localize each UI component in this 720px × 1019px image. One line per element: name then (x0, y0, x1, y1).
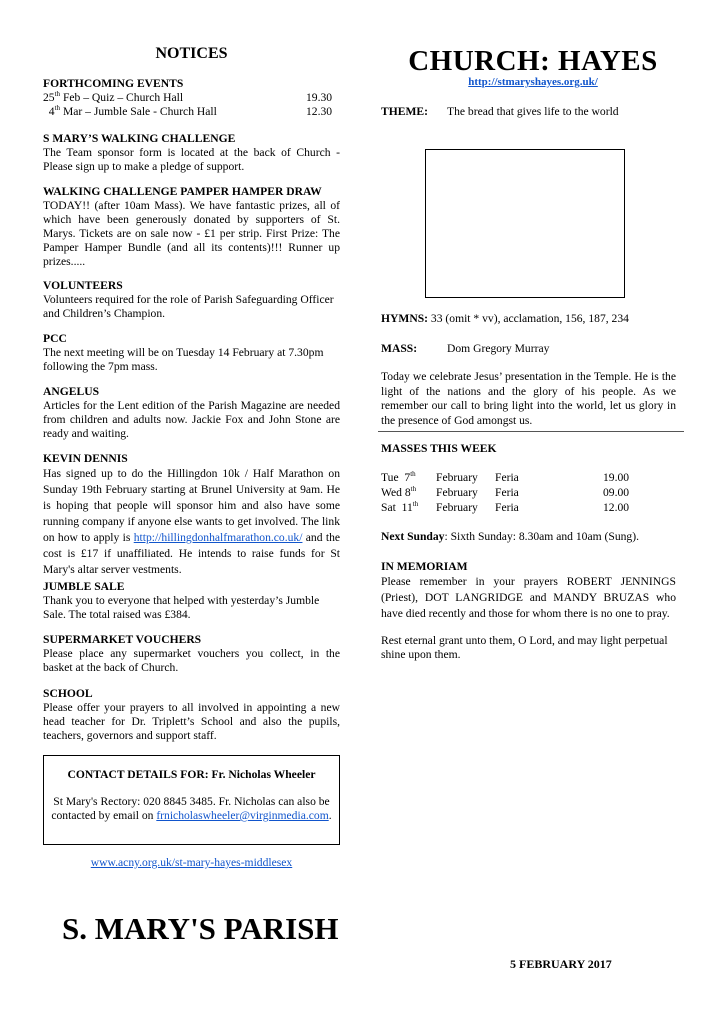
theme-text: The bread that gives life to the world (447, 105, 619, 118)
marathon-link[interactable]: http://hillingdonhalfmarathon.co.uk/ (133, 531, 303, 544)
theme-label: THEME: (381, 105, 429, 118)
walking-challenge-body: The Team sponsor form is located at the back of Church - Please sign up to make a pledge of support. (43, 146, 340, 173)
jumble-sale-body: Thank you to everyone that helped with yesterday’s Jumble Sale. The total raised was £384. (43, 594, 320, 621)
notices-title: NOTICES (155, 45, 228, 62)
angelus-heading: ANGELUS (43, 385, 100, 398)
rest-eternal-section (381, 634, 676, 662)
pamper-hamper-heading: WALKING CHALLENGE PAMPER HAMPER DRAW (43, 185, 322, 198)
parish-name: S. MARY'S PARISH (62, 911, 339, 946)
volunteers-section (43, 279, 340, 321)
mass-row: Sat 11th February Feria 12.00 (381, 500, 630, 514)
supermarket-vouchers-body: Please place any supermarket vouchers you collect, in the basket at the back of Church. (43, 647, 340, 674)
contact-body: St Mary's Rectory: 020 8845 3485. Fr. Nicholas can also be contacted by email on frnicholaswheeler@virginmedia.com. (51, 795, 332, 822)
acny-link-container (43, 856, 340, 870)
event-row: 25th Feb – Quiz – Church Hall 19.30 (43, 91, 340, 105)
mass-row: Tue 7th February Feria 19.00 (381, 470, 630, 484)
mass-line (381, 342, 676, 356)
kevin-dennis-body: Has signed up to do the Hillingdon 10k / Half Marathon on Sunday 19th February starting at Brunel University at 9am. He is hoping that people will sponsor him and also have some running company if anyone else wants to get involved. The link on how to apply is http://hillingdonhalfmarathon.co.uk/ and the cost is £17 if unaffiliated. He intends to raise funds for St Mary's altar server vestments. (43, 467, 341, 576)
event-time: 19.30 (306, 91, 333, 104)
mass-row: Wed 8th February Feria 09.00 (381, 485, 630, 499)
school-body: Please offer your prayers to all involved in appointing a new head teacher for Dr. Triplett’s School and also the pupils, teachers, governors and support staff. (43, 701, 340, 742)
email-link[interactable]: frnicholaswheeler@virginmedia.com (156, 809, 329, 822)
supermarket-vouchers-heading: SUPERMARKET VOUCHERS (43, 633, 202, 646)
jumble-sale-heading: JUMBLE SALE (43, 580, 125, 593)
contact-details-box (43, 755, 340, 845)
kevin-dennis-heading: KEVIN DENNIS (43, 452, 128, 465)
volunteers-body: Volunteers required for the role of Parish Safeguarding Officer and Children’s Champion. (43, 293, 334, 320)
pcc-section (43, 332, 340, 374)
reflection-text: Today we celebrate Jesus’ presentation in the Temple. He is the light of the nations and the glory of his people. As we remember our call to bring light into the world, let us glory in the presence of God amongst us. (381, 370, 676, 427)
contact-title: CONTACT DETAILS FOR: Fr. Nicholas Wheeler (67, 768, 316, 781)
website-link[interactable]: http://stmaryshayes.org.uk/ (468, 76, 598, 88)
school-heading: SCHOOL (43, 687, 93, 700)
website-link-container (383, 75, 683, 89)
mass-label: MASS: (381, 342, 418, 355)
forthcoming-events-heading: FORTHCOMING EVENTS (43, 77, 184, 90)
pcc-body: The next meeting will be on Tuesday 14 February at 7.30pm following the 7pm mass. (43, 346, 324, 373)
next-sunday-label: Next Sunday (381, 530, 445, 543)
rest-eternal-text: Rest eternal grant unto them, O Lord, and may light perpetual shine upon them. (381, 634, 668, 661)
theme-line (381, 105, 619, 119)
hymns-text: 33 (omit * vv), acclamation, 156, 187, 234 (428, 312, 629, 325)
supermarket-vouchers-section (43, 633, 340, 675)
pamper-hamper-section (43, 185, 340, 269)
volunteers-heading: VOLUNTEERS (43, 279, 123, 292)
school-section (43, 687, 340, 743)
event-row: 4th Mar – Jumble Sale - Church Hall 12.30 (43, 105, 340, 119)
angelus-body: Articles for the Lent edition of the Parish Magazine are needed from children and adults now. Jackie Fox and John Stone are ready and waiting. (43, 399, 340, 440)
next-sunday-text: : Sixth Sunday: 8.30am and 10am (Sung). (444, 530, 639, 543)
reflection-section (381, 370, 676, 428)
walking-challenge-heading: S MARY’S WALKING CHALLENGE (43, 132, 236, 145)
memoriam-heading: IN MEMORIAM (381, 560, 468, 573)
church-title: CHURCH: HAYES (408, 45, 658, 77)
bulletin-date: 5 FEBRUARY 2017 (510, 957, 612, 971)
event-time: 12.30 (306, 105, 333, 118)
kevin-dennis-section (43, 452, 340, 578)
mass-text: Dom Gregory Murray (447, 342, 550, 355)
image-placeholder (425, 149, 625, 298)
memoriam-body: Please remember in your prayers ROBERT JENNINGS (Priest), DOT LANGRIDGE and MANDY BRUZAS who have died recently and those for whom there is no one to pray. (381, 575, 676, 620)
forthcoming-events-section (43, 77, 340, 119)
pcc-heading: PCC (43, 332, 67, 345)
divider (378, 431, 684, 432)
jumble-sale-section (43, 580, 340, 622)
masses-heading: MASSES THIS WEEK (381, 442, 497, 455)
masses-table (381, 470, 676, 515)
masses-section (381, 442, 676, 456)
hymns-line (381, 312, 676, 326)
walking-challenge-section (43, 132, 340, 174)
memoriam-section (381, 560, 676, 622)
pamper-hamper-body: TODAY!! (after 10am Mass). We have fantastic prizes, all of which have been generously donated by supporters of St. Marys. Tickets are on sale now - £1 per strip. First Prize: The Pamper Hamper Bundle (and all its contents)!!! Runner up prizes..... (43, 199, 340, 268)
hymns-label: HYMNS: (381, 312, 429, 325)
angelus-section (43, 385, 340, 441)
acny-link[interactable]: www.acny.org.uk/st-mary-hayes-middlesex (90, 856, 293, 869)
next-sunday-line (381, 530, 676, 544)
